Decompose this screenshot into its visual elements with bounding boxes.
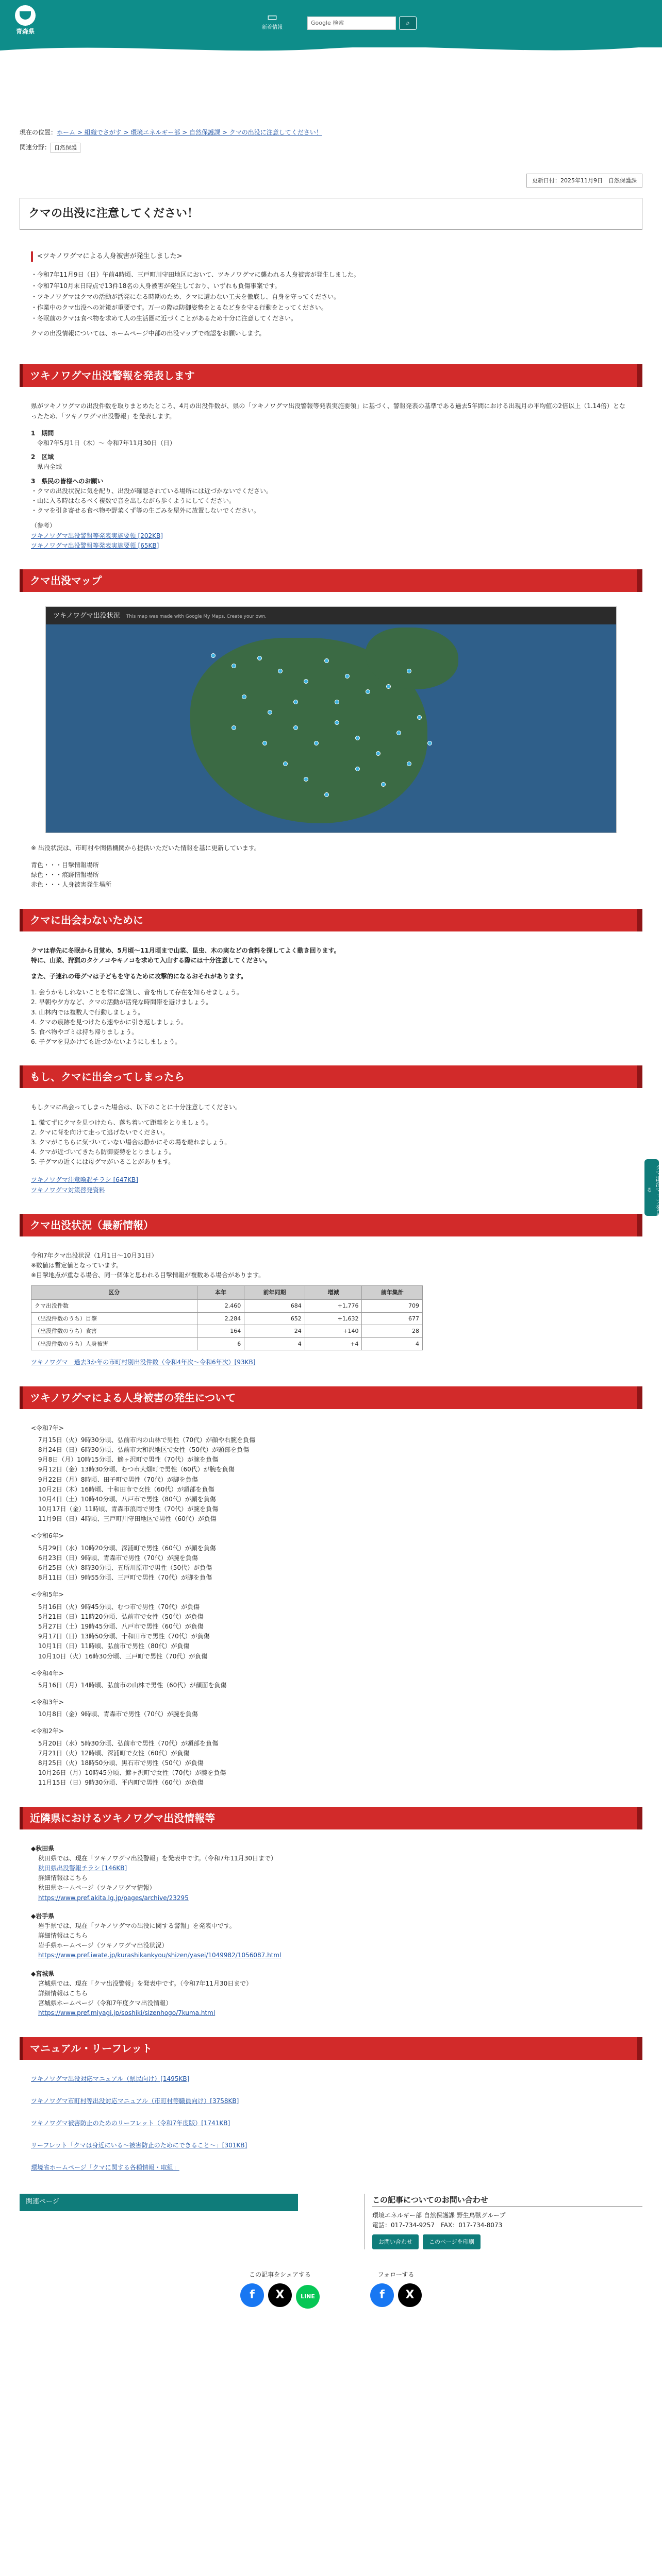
avoid-line: クマは春先に冬眠から目覚め、5月頃〜11月頃まで山菜、昆虫、木の実などの食料を探してよく動き回ります。: [31, 946, 340, 954]
prefecture-emblem-icon: [15, 5, 36, 26]
external-link[interactable]: 環境省ホームページ「クマに関する各種情報・取組」: [31, 2164, 179, 2172]
avoid-line: 2. 早朝や夕方など、クマの活動が活発な時間帯を避けましょう。: [31, 998, 212, 1006]
intro-line: ・ツキノワグマはクマの活動が活発になる時期のため、クマに遭わない工夫を徹底し、自身を守ってください。: [31, 293, 340, 300]
encounter-line: 4. クマが近づいてきたら防御姿勢をとりましょう。: [31, 1148, 175, 1156]
map-note: ※ 出没状況は、市町村や関係機関から提供いただいた情報を基に更新しています。: [31, 844, 260, 852]
incident-item: 10月4日（土）10時40分頃、八戸市で男性（80代）が顔を負傷: [38, 1495, 216, 1503]
nearby-line: 宮城県では、現在「クマ出没警報」を発表中です。（令和7年11月30日まで）: [38, 1979, 253, 1987]
table-row: （出没件数のうち）食害 164 24 +140 28: [31, 1325, 423, 1338]
external-link[interactable]: https://www.pref.iwate.jp/kurashikankyou/shizen/yasei/1049982/1056087.html: [38, 1952, 282, 1959]
intro-line: ・今和7年11月9日（日）午前4時頃、三戸町川守田地区において、ツキノワグマに襲われる人身被害が発生しました。: [31, 271, 360, 279]
encounter-line: 3. クマがこちらに気づいていない場合は静かにその場を離れましょう。: [31, 1138, 231, 1146]
avoid-line: 6. 子グマを見かけても近づかないようにしましょう。: [31, 1038, 181, 1046]
map-pin-icon[interactable]: [396, 731, 401, 735]
news-icon: ▭: [267, 11, 278, 24]
status-lead: 令和7年クマ出没状況（1月1日〜10月31日）: [31, 1251, 158, 1259]
facebook-icon[interactable]: f: [240, 2283, 264, 2307]
pdf-link[interactable]: ツキノワグマ被害防止のためのリーフレット（令和7年度版）[1741KB]: [31, 2119, 230, 2127]
map-pin-icon[interactable]: [355, 767, 360, 771]
section-heading: クマ出没状況（最新情報）: [20, 1214, 642, 1236]
incident-item: 11月9日（日）4時頃、三戸町川守田地区で男性（60代）が負傷: [38, 1515, 217, 1523]
avoid-line: また、子連れの母グマは子どもを守るために攻撃的になるおそれがあります。: [31, 973, 247, 980]
table-row: （出没件数のうち）人身被害 6 4 +4 4: [31, 1337, 423, 1350]
search-icon: ⌕: [406, 19, 410, 27]
external-link[interactable]: 秋田県出没警報チラシ [146KB]: [38, 1864, 127, 1872]
alert-lead: 県がツキノワグマの出没件数を取りまとめたところ、4月の出没件数が、県の「ツキノワグマ出没警報等発表実施要領」に基づく、警報発表の基準である過去5年間における出現月の平均値の2倍以上（1.14倍）となったため、「ツキノワグマ出没警報」を発表します。: [31, 402, 625, 420]
incident-item: 8月25日（火）18時50分頃、黒石市で男性（50代）が負傷: [38, 1759, 204, 1767]
map-header: ツキノワグマ出没状況 This map was made with Google My Maps. Create your own.: [46, 607, 616, 624]
nearby-line: 詳細情報はこちら: [38, 1990, 88, 1997]
intro-line: ・令和7年10月末日時点で13件18名の人身被害が発生しており、いずれも負傷事案です。: [31, 282, 281, 290]
map-pin-icon[interactable]: [268, 710, 272, 715]
map-pin-icon[interactable]: [262, 741, 267, 745]
map-pin-icon[interactable]: [335, 700, 339, 704]
pdf-link[interactable]: ツキノワグマ市町村等出没対応マニュアル（市町村等職員向け）[3758KB]: [31, 2097, 239, 2105]
avoid-section: [20, 909, 642, 1047]
site-search: [307, 16, 417, 30]
intro-line: ・作業中のクマ出没への対策が重要です。万一の際は防御姿勢をとるなど身を守る行動をとってください。: [31, 303, 327, 311]
nearby-line: 宮城県ホームページ（令和7年度クマ出没情報）: [38, 1999, 172, 2007]
avoid-line: 特に、山菜、狩猟のタケノコやキノコを求めて入山する際には十分注意してください。: [31, 956, 271, 964]
x-follow-icon[interactable]: X: [398, 2283, 422, 2307]
nearby-line: 秋田県ホームページ（ツキノワグマ情報）: [38, 1884, 156, 1892]
incident-item: 9月12日（金）13時30分頃、むつ市大畑町で男性（60代）が腕を負傷: [38, 1466, 235, 1473]
incident-item: 5月20日（水）5時30分頃、弘前市で男性（70代）が頭部を負傷: [38, 1739, 219, 1747]
external-link[interactable]: https://www.pref.akita.lg.jp/pages/archive/23295: [38, 1894, 189, 1902]
related-pages-heading: 関連ページ: [20, 2194, 298, 2211]
intro-section: [20, 251, 642, 339]
incident-item: 5月27日（土）19時45分頃、八戸市で男性（60代）が負傷: [38, 1622, 204, 1630]
incident-item: 10月26日（月）10時45分頃、鰺ヶ沢町で女性（70代）が腕を負傷: [38, 1769, 226, 1777]
map-pin-icon[interactable]: [407, 669, 411, 673]
nearby-section: [20, 1807, 642, 2019]
incident-item: 5月29日（水）10時20分頃、深浦町で男性（60代）が顔を負傷: [38, 1544, 216, 1552]
encounter-line: 5. 子グマの近くには母グマがいることがあります。: [31, 1158, 175, 1166]
avoid-line: 4. クマの痕跡を見つけたら速やかに引き返しましょう。: [31, 1018, 188, 1026]
facebook-follow-icon[interactable]: f: [370, 2283, 394, 2307]
search-button[interactable]: [399, 16, 417, 30]
map-pin-icon[interactable]: [231, 725, 236, 730]
nearby-line: 岩手県ホームページ（ツキノワグマ出没状況）: [38, 1942, 168, 1950]
map-pin-icon[interactable]: [324, 792, 329, 797]
alert-item: 令和7年5月1日（木）〜 令和7年11月30日（日）: [31, 439, 176, 447]
status-table: [31, 1285, 423, 1350]
print-button[interactable]: このページを印刷: [423, 2234, 481, 2250]
pdf-link[interactable]: リーフレット「クマは身近にいる〜被害防止のためにできること〜」[301KB]: [31, 2142, 247, 2149]
bear-map-embed[interactable]: [45, 606, 617, 833]
map-pin-icon[interactable]: [293, 700, 298, 704]
map-pin-icon[interactable]: [407, 761, 411, 766]
incident-item: 10月8日（金）9時頃、青森市で男性（70代）が腕を負傷: [38, 1710, 198, 1718]
legend-item: 青色・・・目撃情報場所: [31, 861, 100, 869]
section-heading: ツキノワグマ出没警報を発表します: [20, 364, 642, 387]
intro-heading: <ツキノワグマによる人身被害が発生しました>: [31, 251, 631, 262]
pdf-link[interactable]: ツキノワグマ出没対応マニュアル（県民向け）[1495KB]: [31, 2075, 190, 2082]
incident-item: 7月15日（火）9時30分頃、弘前市内の山林で男性（70代）が顔や右腕を負傷: [38, 1436, 256, 1444]
nearby-line: 秋田県では、現在「ツキノワグマ出没警報」を発表中です。（令和7年11月30日まで）: [38, 1854, 277, 1862]
share-area: この記事をシェアする f X LINE フォローする f X: [20, 2270, 642, 2308]
external-link[interactable]: https://www.pref.miyagi.jp/soshiki/sizenhogo/7kuma.html: [38, 2009, 216, 2017]
map-pin-icon[interactable]: [257, 656, 262, 660]
pdf-link[interactable]: ツキノワグマ出没警報等発表実施要領 [65KB]: [31, 541, 159, 549]
encounter-line: 1. 慌てずにクマを見つけたら、落ち着いて距離をとりましょう。: [31, 1118, 212, 1126]
main-content: [20, 158, 642, 2309]
related-tag[interactable]: 自然保護: [51, 143, 80, 153]
section-heading: もし、クマに出会ってしまったら: [20, 1065, 642, 1088]
incidents-section: [20, 1386, 642, 1788]
map-pin-icon[interactable]: [314, 741, 319, 745]
status-note: ※目撃地点が重なる場合、同一個体と思われる目撃情報が複数ある場合があります。: [31, 1272, 265, 1279]
incident-year: <令和5年>: [31, 1591, 64, 1599]
status-section: [20, 1214, 642, 1368]
incident-item: 8月24日（日）6時30分頃、弘前市大和沢地区で女性（50代）が頭部を負傷: [38, 1446, 250, 1453]
incident-item: 6月25日（火）8時30分頃、五所川原市で男性（50代）が負傷: [38, 1564, 212, 1572]
table-header: 区分 本年 前年同期 増減 前年集計: [31, 1286, 423, 1300]
map-pin-icon[interactable]: [242, 694, 246, 699]
incident-item: 7月21日（火）12時頃、深浦町で女性（60代）が負傷: [38, 1749, 190, 1757]
pdf-link[interactable]: ツキノワグマ出没警報等発表実施要領 [202KB]: [31, 532, 163, 539]
incident-item: 11月15日（日）9時30分頃、平内町で男性（60代）が負傷: [38, 1779, 204, 1787]
map-pin-icon[interactable]: [304, 777, 308, 782]
search-input[interactable]: Google 検索: [307, 16, 396, 30]
nearby-pref: ◆宮城県: [31, 1970, 55, 1977]
avoid-line: 1. 会うかもしれないことを常に意識し、音を出して存在を知らせましょう。: [31, 989, 243, 996]
map-pin-icon[interactable]: [386, 684, 391, 689]
incident-year: <令和2年>: [31, 1727, 64, 1735]
map-pin-icon[interactable]: [335, 720, 339, 725]
section-heading: 近隣県におけるツキノワグマ出没情報等: [20, 1807, 642, 1829]
manuals-section: [20, 2037, 642, 2173]
legend-item: 緑色・・・痕跡情報場所: [31, 871, 100, 879]
table-row: クマ出没件数 2,460 684 +1,776 709: [31, 1300, 423, 1313]
pdf-link[interactable]: ツキノワグマ 過去3か年の市町村別出没件数（令和4年次〜令和6年次）[93KB]: [31, 1359, 256, 1366]
status-note: ※数値は暫定値となっています。: [31, 1262, 123, 1269]
site-header: [0, 0, 662, 47]
incident-item: 10月17日（金）11時頃、青森市浪岡で男性（70代）が腕を負傷: [38, 1505, 219, 1513]
incident-item: 5月21日（日）11時20分頃、弘前市で女性（50代）が負傷: [38, 1613, 204, 1620]
table-row: （出没件数のうち）目撃 2,284 652 +1,632 677: [31, 1312, 423, 1325]
incident-year: <令和4年>: [31, 1669, 64, 1677]
map-pin-icon[interactable]: [231, 664, 236, 668]
header-wave: [0, 40, 662, 58]
map-pin-icon[interactable]: [278, 669, 283, 673]
map-pin-icon[interactable]: [366, 689, 370, 694]
news-link[interactable]: ▭ 新着情報: [257, 11, 288, 32]
incident-item: 5月16日（火）9時45分頃、むつ市で男性（70代）が負傷: [38, 1603, 200, 1611]
map-pin-icon[interactable]: [417, 715, 422, 720]
map-pin-icon[interactable]: [376, 751, 380, 756]
alert-item: 3 県民の皆様へのお願い: [31, 477, 104, 485]
nearby-line: 詳細情報はこちら: [38, 1932, 88, 1940]
inquiry-box: この記事についてのお問い合わせ 環境エネルギー部 自然保護課 野生鳥獣グループ 電話：017-734-9257 FAX：017-734-8073 お問い合わせ このページを印刷: [364, 2194, 642, 2250]
map-pin-icon[interactable]: [293, 725, 298, 730]
encounter-line: もしクマに出会ってしまった場合は、以下のことに十分注意してください。: [31, 1104, 242, 1111]
incident-item: 10月10日（火）16時30分頃、三戸町で男性（70代）が負傷: [38, 1652, 208, 1660]
incident-year: <令和6年>: [31, 1532, 64, 1540]
alert-item: ・クマを引き寄せる食べ物や野菜くず等の生ごみを屋外に放置しないでください。: [31, 507, 260, 515]
breadcrumb-path[interactable]: ホーム > 組織でさがす > 環境エネルギー部 > 自然保護課 > クマの出没に注意してください！: [57, 129, 322, 136]
alert-item: 2 区域: [31, 453, 54, 461]
site-logo[interactable]: 青森県: [7, 5, 43, 37]
incident-item: 6月23日（日）9時頃、青森市で男性（70代）が腕を負傷: [38, 1554, 198, 1562]
section-heading: クマに出会わないために: [20, 909, 642, 931]
intro-line: ・冬眠前のクマは食べ物を求めて人の生活圏に近づくことがあるため十分に注意してください。: [31, 315, 297, 323]
line-icon[interactable]: LINE: [296, 2285, 320, 2309]
ref-label: （参考）: [31, 522, 56, 530]
map-pin-icon[interactable]: [283, 761, 288, 766]
nearby-pref: ◆秋田県: [31, 1844, 55, 1852]
alert-item: ・山に入る時はなるべく複数で音を出しながら歩くようにしてください。: [31, 497, 236, 504]
alert-item: 県内全域: [31, 463, 62, 471]
avoid-line: 3. 山林内では複数人で行動しましょう。: [31, 1008, 144, 1016]
map-section: [20, 569, 642, 890]
map-pin-icon[interactable]: [324, 658, 329, 663]
map-pin-icon[interactable]: [355, 736, 360, 740]
alert-section: [20, 364, 642, 550]
section-heading: クマ出没マップ: [20, 569, 642, 592]
pdf-link[interactable]: ツキノワグマ注意喚起チラシ [647KB]: [31, 1176, 138, 1184]
inquiry-button[interactable]: お問い合わせ: [372, 2234, 419, 2250]
map-pin-icon[interactable]: [304, 679, 308, 684]
update-date: 更新日付：2025年11月9日 自然保護課: [526, 174, 642, 188]
nearby-line: 岩手県では、現在「ツキノワグマの出没に関する警報」を発表中です。: [38, 1922, 236, 1929]
incident-list: [20, 1423, 642, 1788]
intro-line: クマの出没情報については、ホームページ中部の出没マップで確認をお願いします。: [31, 330, 266, 337]
alert-item: ・クマの出没状況に気を配り、出没が確認されている場所には近づかないでください。: [31, 487, 273, 495]
alert-item: 1 期間: [31, 429, 54, 437]
incident-item: 10月1日（日）11時頃、弘前市で男性（80代）が負傷: [38, 1642, 190, 1650]
incident-year: <令和7年>: [31, 1424, 64, 1432]
incident-year: <令和3年>: [31, 1699, 64, 1706]
incident-item: 9月8日（月）10時15分頃、鰺ヶ沢町で男性（70代）が腕を負傷: [38, 1456, 219, 1464]
incident-item: 9月17日（日）13時50分頃、十和田市で男性（70代）が負傷: [38, 1633, 210, 1640]
map-pin-icon[interactable]: [345, 674, 350, 679]
incident-item: 5月16日（月）14時頃、弘前市の山林で男性（60代）が顔面を負傷: [38, 1681, 227, 1689]
incident-item: 8月11日（日）9時55分頃、三戸町で男性（70代）が脚を負傷: [38, 1574, 212, 1582]
section-heading: マニュアル・リーフレット: [20, 2037, 642, 2060]
incident-item: 10月2日（木）16時頃、十和田市で女性（60代）が頭部を負傷: [38, 1485, 214, 1493]
map-pin-icon[interactable]: [427, 741, 432, 745]
side-map-tab[interactable]: クマ出没マップを見る: [644, 1159, 659, 1216]
doc-link[interactable]: ツキノワグマ対策啓発資料: [31, 1186, 105, 1194]
legend-item: 赤色・・・人身被害発生場所: [31, 881, 112, 889]
encounter-section: [20, 1065, 642, 1195]
nearby-pref: ◆岩手県: [31, 1912, 55, 1920]
encounter-line: 2. クマに背を向けて走って逃げないでください。: [31, 1128, 169, 1136]
footer-area: [20, 2194, 642, 2250]
map-pin-icon[interactable]: [211, 653, 216, 658]
incident-item: 9月22日（月）8時頃、田子町で男性（70代）が脚を負傷: [38, 1476, 198, 1483]
map-pin-icon[interactable]: [381, 782, 386, 787]
section-heading: ツキノワグマによる人身被害の発生について: [20, 1386, 642, 1409]
avoid-line: 5. 食べ物やゴミは持ち帰りましょう。: [31, 1028, 138, 1036]
breadcrumb: 現在の位置：ホーム > 組織でさがす > 環境エネルギー部 > 自然保護課 > クマの出没に注意してください！ 関連分野： 自然保護: [20, 128, 662, 153]
page-title: クマの出没に注意してください！: [20, 198, 642, 229]
nearby-line: 詳細情報はこちら: [38, 1874, 88, 1882]
x-icon[interactable]: X: [268, 2283, 292, 2307]
nearby-list: [20, 1844, 642, 2019]
